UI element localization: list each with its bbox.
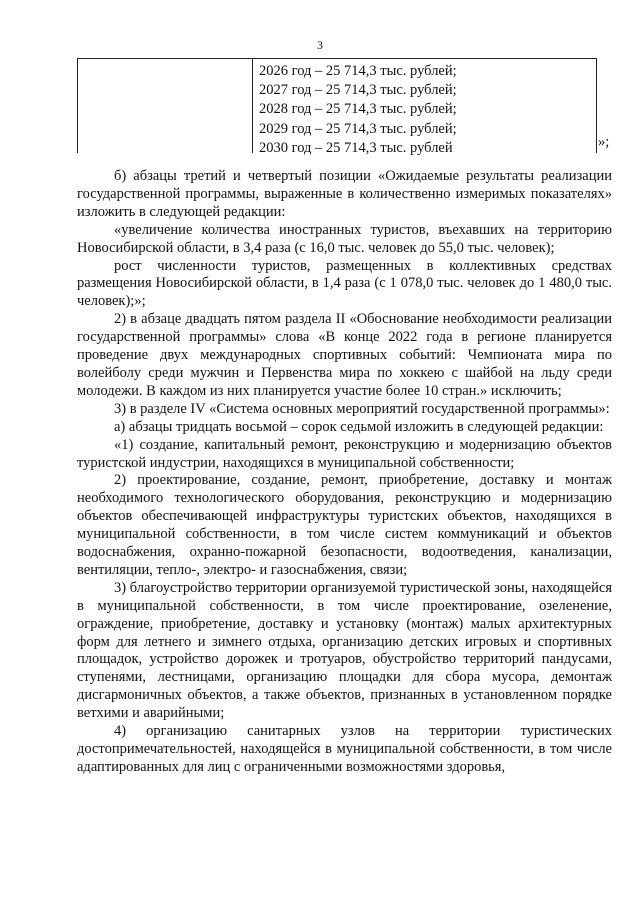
table-closing-quote: »;	[598, 134, 610, 150]
list-item-1: «1) создание, капитальный ремонт, реконструкцию и модернизацию объектов туристской индустрии, находящихся в муниципальной собственности;	[77, 436, 612, 471]
document-body	[77, 168, 612, 777]
list-item-2: 2) проектирование, создание, ремонт, приобретение, доставку и монтаж необходимого технологического оборудования, реконструкцию и модернизацию объектов обеспечивающей инфраструктуры туристских объектов, находящихся в муниципальной собственности, в том числе систем коммуникаций и объектов водоснабжения, охранно-пожарной безопасности, водоотведения, канализации, вентиляции, тепло-, электро- и газоснабжения, связи;	[77, 472, 612, 578]
paragraph-section-2: 2) в абзаце двадцать пятом раздела II «Обоснование необходимости реализации государственной программы» слова «В конце 2022 года в регионе планируется проведение двух международных спортивных событий: Чемпионата мира по волейболу среди мужчин и Первенства мира по хоккею с шайбой на льду среди молодежи. В каждом из них планируется участие более 10 стран.» исключить;	[77, 311, 612, 399]
paragraph-a-new-edition: а) абзацы тридцать восьмой – сорок седьмой изложить в следующей редакции:	[114, 418, 604, 435]
financing-year-2027: 2027 год – 25 714,3 тыс. рублей;	[259, 82, 457, 99]
list-item-3: 3) благоустройство территории организуемой туристической зоны, находящейся в муниципальной собственности, в том числе проектирование, озеленение, ограждение, приобретение, доставку и установку (монтаж) малых архитектурных форм для летнего и зимнего отдыха, организацию детских игровых и спортивных площадок, устройство дорожек и тротуаров, обустройство территорий пандусами, ступенями, лестницами, организацию площадки для сбора мусора, демонтаж дисгармоничных объектов, а также объектов, признанных в установленном порядке ветхими и аварийными;	[77, 579, 612, 722]
financing-table	[77, 58, 597, 156]
financing-year-2030: 2030 год – 25 714,3 тыс. рублей	[259, 139, 453, 156]
financing-year-2029: 2029 год – 25 714,3 тыс. рублей;	[259, 120, 457, 137]
financing-year-2026: 2026 год – 25 714,3 тыс. рублей;	[259, 63, 457, 79]
paragraph-section-4: 3) в разделе IV «Система основных мероприятий государственной программы»:	[114, 400, 610, 417]
page-number: 3	[317, 38, 323, 52]
paragraph-b-expected-results: б) абзацы третий и четвертый позиции «Ожидаемые результаты реализации государственной программы, выраженные в количественно измеримых показателях» изложить в следующей редакции:	[77, 168, 612, 220]
paragraph-tourist-growth: рост численности туристов, размещенных в коллективных средствах размещения Новосибирской области, в 1,4 раза (с 1 078,0 тыс. человек до 1 480,0 тыс. человек);»;	[77, 257, 612, 310]
financing-years-list	[259, 62, 457, 158]
table-column-divider	[252, 59, 253, 153]
list-item-4: 4) организацию санитарных узлов на территории туристических достопримечательностей, находящейся в муниципальной собственности, в том числе адаптированных для лиц с ограниченными возможностями здоровья,	[77, 723, 612, 775]
paragraph-foreign-tourists: «увеличение количества иностранных туристов, въехавших на территорию Новосибирской области, в 3,4 раза (с 16,0 тыс. человек до 55,0 тыс. человек);	[77, 221, 612, 256]
financing-year-2028: 2028 год – 25 714,3 тыс. рублей;	[259, 101, 457, 118]
